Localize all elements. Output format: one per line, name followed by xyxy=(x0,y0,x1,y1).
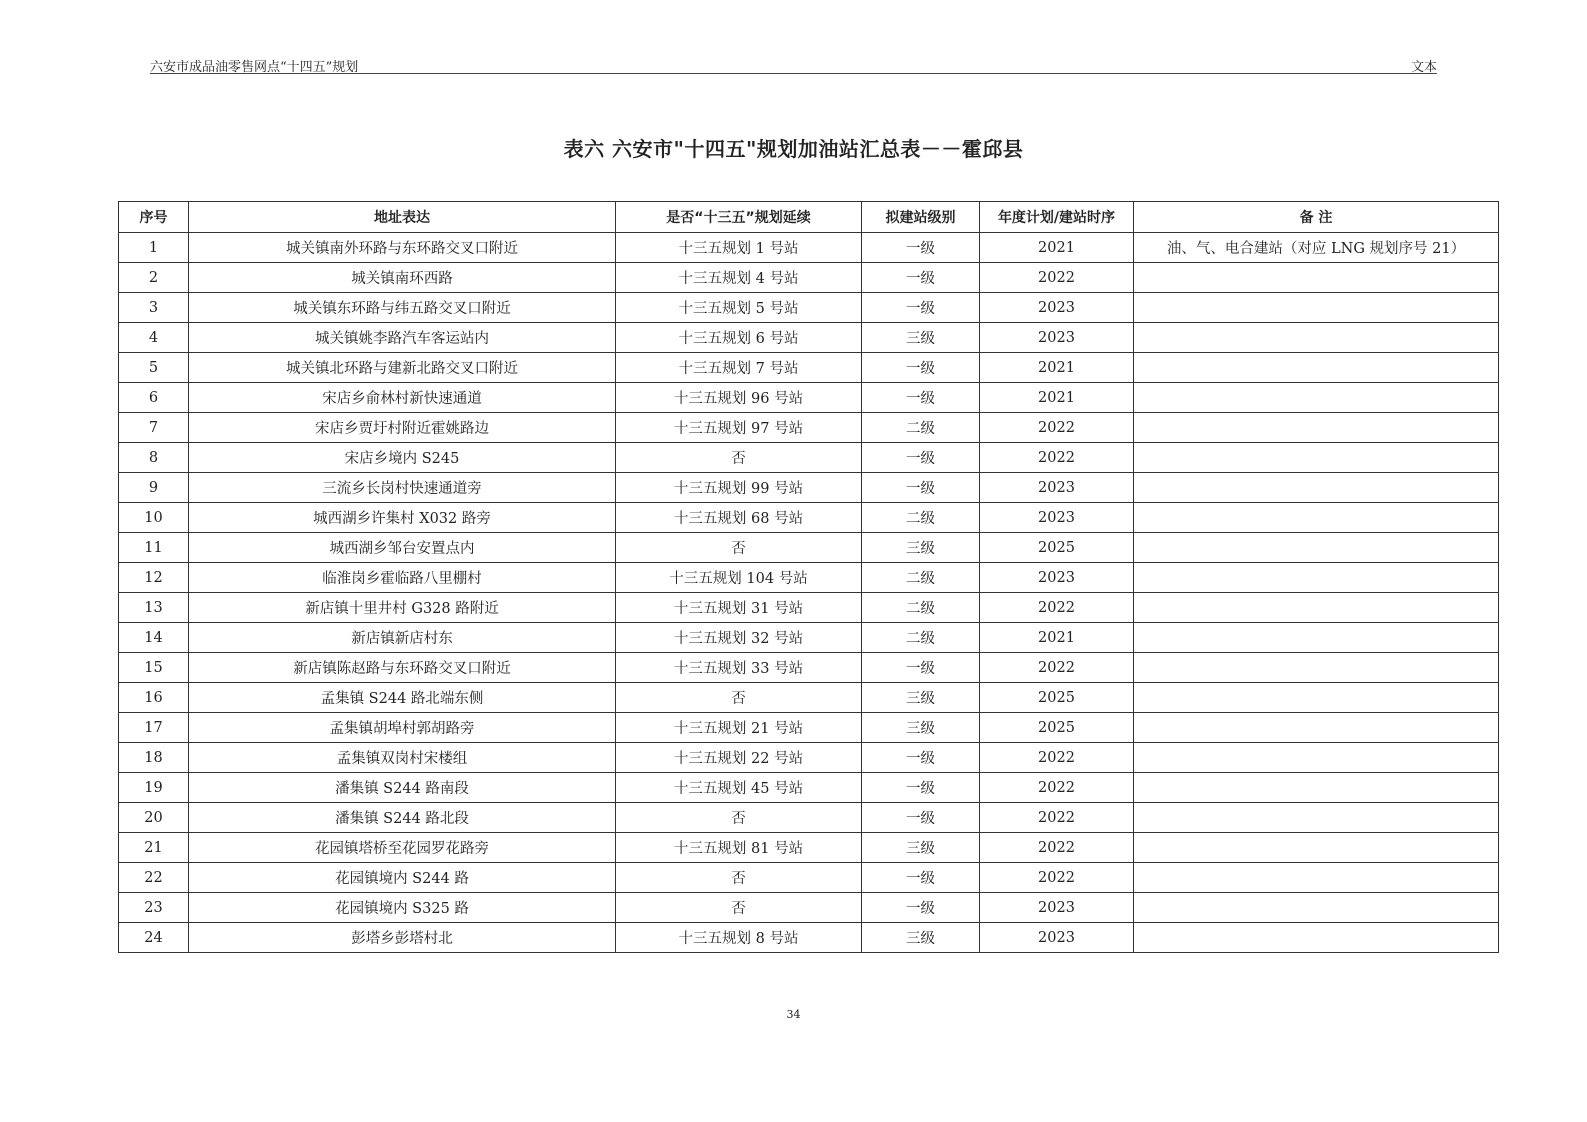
cell-continuation: 否 xyxy=(616,863,862,893)
cell-address: 城关镇北环路与建新北路交叉口附近 xyxy=(189,353,616,383)
cell-continuation: 否 xyxy=(616,533,862,563)
table-row xyxy=(119,863,1499,893)
cell-year: 2022 xyxy=(980,593,1134,623)
cell-remarks xyxy=(1134,773,1499,803)
cell-remarks xyxy=(1134,893,1499,923)
cell-grade: 二级 xyxy=(862,503,980,533)
table-row xyxy=(119,563,1499,593)
cell-remarks xyxy=(1134,413,1499,443)
cell-index: 1 xyxy=(119,233,189,263)
cell-grade: 二级 xyxy=(862,413,980,443)
table-row xyxy=(119,293,1499,323)
cell-year: 2022 xyxy=(980,443,1134,473)
column-header-year: 年度计划/建站时序 xyxy=(980,202,1134,233)
cell-continuation: 十三五规划 1 号站 xyxy=(616,233,862,263)
cell-continuation: 十三五规划 31 号站 xyxy=(616,593,862,623)
cell-year: 2022 xyxy=(980,743,1134,773)
cell-grade: 三级 xyxy=(862,713,980,743)
table-row xyxy=(119,233,1499,263)
cell-address: 花园镇境内 S244 路 xyxy=(189,863,616,893)
cell-address: 花园镇境内 S325 路 xyxy=(189,893,616,923)
cell-address: 城关镇东环路与纬五路交叉口附近 xyxy=(189,293,616,323)
cell-address: 孟集镇胡埠村郭胡路旁 xyxy=(189,713,616,743)
column-header-remarks: 备 注 xyxy=(1134,202,1499,233)
table-row xyxy=(119,593,1499,623)
cell-grade: 一级 xyxy=(862,353,980,383)
cell-continuation: 十三五规划 104 号站 xyxy=(616,563,862,593)
table-row xyxy=(119,473,1499,503)
cell-year: 2022 xyxy=(980,863,1134,893)
cell-remarks xyxy=(1134,353,1499,383)
cell-remarks xyxy=(1134,653,1499,683)
table-row xyxy=(119,503,1499,533)
cell-continuation: 十三五规划 5 号站 xyxy=(616,293,862,323)
cell-grade: 三级 xyxy=(862,323,980,353)
cell-year: 2021 xyxy=(980,383,1134,413)
cell-grade: 一级 xyxy=(862,653,980,683)
cell-index: 11 xyxy=(119,533,189,563)
cell-address: 宋店乡贾圩村附近霍姚路边 xyxy=(189,413,616,443)
cell-remarks xyxy=(1134,323,1499,353)
cell-index: 21 xyxy=(119,833,189,863)
cell-continuation: 十三五规划 68 号站 xyxy=(616,503,862,533)
cell-remarks xyxy=(1134,503,1499,533)
cell-year: 2025 xyxy=(980,713,1134,743)
cell-continuation: 否 xyxy=(616,893,862,923)
running-header-title: 六安市成品油零售网点“十四五”规划 xyxy=(150,60,359,75)
cell-address: 宋店乡境内 S245 xyxy=(189,443,616,473)
cell-remarks xyxy=(1134,863,1499,893)
table-row xyxy=(119,743,1499,773)
cell-grade: 二级 xyxy=(862,563,980,593)
cell-index: 6 xyxy=(119,383,189,413)
cell-address: 潘集镇 S244 路北段 xyxy=(189,803,616,833)
cell-address: 城西湖乡许集村 X032 路旁 xyxy=(189,503,616,533)
cell-grade: 一级 xyxy=(862,773,980,803)
cell-continuation: 十三五规划 81 号站 xyxy=(616,833,862,863)
cell-address: 城关镇南环西路 xyxy=(189,263,616,293)
cell-continuation: 十三五规划 99 号站 xyxy=(616,473,862,503)
cell-year: 2022 xyxy=(980,653,1134,683)
cell-grade: 三级 xyxy=(862,833,980,863)
cell-grade: 一级 xyxy=(862,293,980,323)
cell-index: 2 xyxy=(119,263,189,293)
cell-address: 新店镇十里井村 G328 路附近 xyxy=(189,593,616,623)
cell-address: 城关镇南外环路与东环路交叉口附近 xyxy=(189,233,616,263)
cell-address: 孟集镇双岗村宋楼组 xyxy=(189,743,616,773)
cell-year: 2023 xyxy=(980,893,1134,923)
column-header-continuation: 是否“十三五”规划延续 xyxy=(616,202,862,233)
cell-year: 2021 xyxy=(980,353,1134,383)
cell-grade: 三级 xyxy=(862,533,980,563)
cell-index: 9 xyxy=(119,473,189,503)
cell-continuation: 否 xyxy=(616,683,862,713)
cell-continuation: 十三五规划 6 号站 xyxy=(616,323,862,353)
table-header-row xyxy=(119,202,1499,233)
table-row xyxy=(119,683,1499,713)
cell-remarks xyxy=(1134,263,1499,293)
cell-continuation: 十三五规划 21 号站 xyxy=(616,713,862,743)
cell-remarks xyxy=(1134,563,1499,593)
cell-index: 13 xyxy=(119,593,189,623)
cell-address: 三流乡长岗村快速通道旁 xyxy=(189,473,616,503)
cell-index: 5 xyxy=(119,353,189,383)
header-divider xyxy=(150,73,1437,74)
cell-grade: 一级 xyxy=(862,473,980,503)
cell-remarks xyxy=(1134,803,1499,833)
column-header-index: 序号 xyxy=(119,202,189,233)
cell-index: 18 xyxy=(119,743,189,773)
cell-remarks xyxy=(1134,473,1499,503)
running-header-section: 文本 xyxy=(1410,60,1437,75)
cell-address: 城关镇姚李路汽车客运站内 xyxy=(189,323,616,353)
table-row xyxy=(119,443,1499,473)
cell-index: 8 xyxy=(119,443,189,473)
table-row xyxy=(119,713,1499,743)
table-row xyxy=(119,323,1499,353)
table-row xyxy=(119,803,1499,833)
cell-index: 17 xyxy=(119,713,189,743)
cell-remarks xyxy=(1134,383,1499,413)
cell-index: 16 xyxy=(119,683,189,713)
cell-year: 2022 xyxy=(980,263,1134,293)
cell-continuation: 十三五规划 8 号站 xyxy=(616,923,862,953)
cell-remarks xyxy=(1134,833,1499,863)
cell-continuation: 否 xyxy=(616,443,862,473)
cell-index: 20 xyxy=(119,803,189,833)
cell-continuation: 十三五规划 45 号站 xyxy=(616,773,862,803)
cell-index: 7 xyxy=(119,413,189,443)
table-row xyxy=(119,533,1499,563)
cell-index: 3 xyxy=(119,293,189,323)
cell-year: 2021 xyxy=(980,623,1134,653)
cell-continuation: 十三五规划 7 号站 xyxy=(616,353,862,383)
table-row xyxy=(119,353,1499,383)
cell-year: 2023 xyxy=(980,473,1134,503)
table-row xyxy=(119,773,1499,803)
cell-continuation: 十三五规划 97 号站 xyxy=(616,413,862,443)
cell-remarks xyxy=(1134,743,1499,773)
cell-year: 2023 xyxy=(980,923,1134,953)
cell-year: 2025 xyxy=(980,533,1134,563)
cell-year: 2023 xyxy=(980,563,1134,593)
cell-continuation: 十三五规划 32 号站 xyxy=(616,623,862,653)
cell-grade: 一级 xyxy=(862,263,980,293)
table-body xyxy=(119,233,1499,953)
cell-remarks xyxy=(1134,713,1499,743)
cell-year: 2025 xyxy=(980,683,1134,713)
cell-index: 19 xyxy=(119,773,189,803)
cell-remarks xyxy=(1134,623,1499,653)
cell-index: 12 xyxy=(119,563,189,593)
table-row xyxy=(119,263,1499,293)
cell-year: 2023 xyxy=(980,503,1134,533)
cell-remarks xyxy=(1134,443,1499,473)
cell-remarks xyxy=(1134,683,1499,713)
column-header-grade: 拟建站级别 xyxy=(862,202,980,233)
cell-year: 2022 xyxy=(980,773,1134,803)
table-row xyxy=(119,653,1499,683)
table-row xyxy=(119,923,1499,953)
cell-address: 城西湖乡邹台安置点内 xyxy=(189,533,616,563)
table-row xyxy=(119,623,1499,653)
cell-index: 23 xyxy=(119,893,189,923)
cell-year: 2022 xyxy=(980,413,1134,443)
cell-year: 2022 xyxy=(980,803,1134,833)
gas-station-table xyxy=(118,201,1499,953)
cell-index: 4 xyxy=(119,323,189,353)
cell-index: 10 xyxy=(119,503,189,533)
cell-address: 孟集镇 S244 路北端东侧 xyxy=(189,683,616,713)
cell-continuation: 十三五规划 4 号站 xyxy=(616,263,862,293)
cell-address: 临淮岗乡霍临路八里棚村 xyxy=(189,563,616,593)
table-title: 表六 六安市"十四五"规划加油站汇总表－－霍邱县 xyxy=(563,137,1024,161)
cell-year: 2021 xyxy=(980,233,1134,263)
cell-index: 14 xyxy=(119,623,189,653)
cell-index: 24 xyxy=(119,923,189,953)
cell-grade: 二级 xyxy=(862,593,980,623)
cell-index: 15 xyxy=(119,653,189,683)
cell-address: 潘集镇 S244 路南段 xyxy=(189,773,616,803)
cell-continuation: 十三五规划 96 号站 xyxy=(616,383,862,413)
cell-grade: 一级 xyxy=(862,743,980,773)
cell-continuation: 否 xyxy=(616,803,862,833)
table-row xyxy=(119,413,1499,443)
cell-continuation: 十三五规划 22 号站 xyxy=(616,743,862,773)
cell-remarks xyxy=(1134,923,1499,953)
page-number: 34 xyxy=(786,1008,801,1021)
cell-grade: 三级 xyxy=(862,683,980,713)
table-row xyxy=(119,383,1499,413)
cell-grade: 一级 xyxy=(862,893,980,923)
cell-continuation: 十三五规划 33 号站 xyxy=(616,653,862,683)
cell-grade: 一级 xyxy=(862,443,980,473)
cell-remarks: 油、气、电合建站（对应 LNG 规划序号 21） xyxy=(1134,233,1499,263)
cell-grade: 一级 xyxy=(862,233,980,263)
table-row xyxy=(119,833,1499,863)
cell-remarks xyxy=(1134,533,1499,563)
table-row xyxy=(119,893,1499,923)
cell-grade: 二级 xyxy=(862,623,980,653)
cell-year: 2023 xyxy=(980,323,1134,353)
cell-address: 新店镇新店村东 xyxy=(189,623,616,653)
cell-grade: 一级 xyxy=(862,863,980,893)
cell-remarks xyxy=(1134,293,1499,323)
cell-grade: 一级 xyxy=(862,803,980,833)
cell-year: 2023 xyxy=(980,293,1134,323)
cell-grade: 三级 xyxy=(862,923,980,953)
cell-grade: 一级 xyxy=(862,383,980,413)
cell-address: 花园镇塔桥至花园罗花路旁 xyxy=(189,833,616,863)
cell-index: 22 xyxy=(119,863,189,893)
column-header-address: 地址表达 xyxy=(189,202,616,233)
cell-address: 宋店乡俞林村新快速通道 xyxy=(189,383,616,413)
cell-year: 2022 xyxy=(980,833,1134,863)
cell-address: 彭塔乡彭塔村北 xyxy=(189,923,616,953)
cell-address: 新店镇陈赵路与东环路交叉口附近 xyxy=(189,653,616,683)
cell-remarks xyxy=(1134,593,1499,623)
